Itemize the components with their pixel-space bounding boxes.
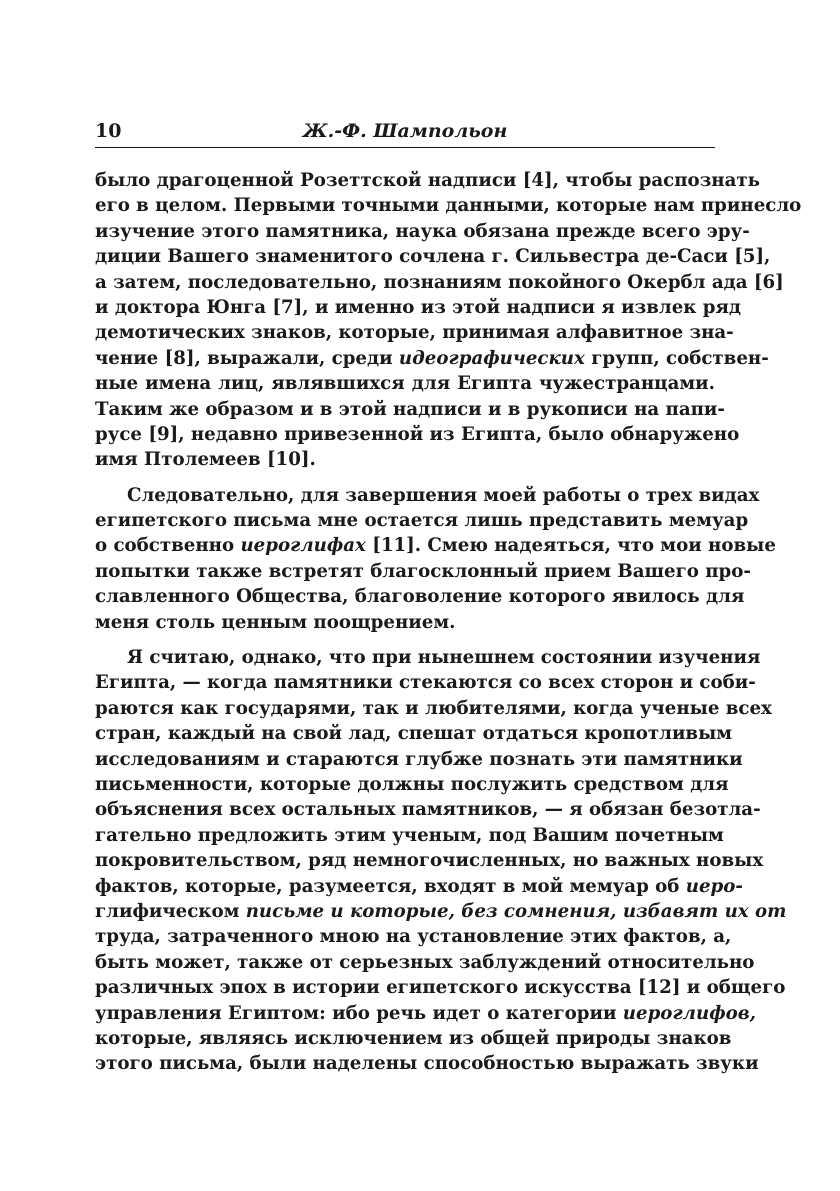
text-line <box>95 447 715 472</box>
line-text: [11]. Смею надеяться, что мои новые <box>365 535 776 557</box>
line-text: раются как государями, так и любителями, когда ученые всех <box>95 697 772 719</box>
line-text: Я считаю, однако, что при нынешнем состоянии изучения <box>127 647 761 669</box>
text-line <box>95 610 715 635</box>
text-line <box>95 1026 732 1051</box>
paragraph <box>95 645 787 1077</box>
line-text: этого письма, были наделены способностью выражать звуки <box>95 1053 759 1075</box>
line-text: стран, каждый на свой лад, спешат отдаться кропотливым <box>95 723 733 745</box>
line-text: управления Египтом: ибо речь идет о категории <box>95 1002 623 1024</box>
line-text: было драгоценной Розеттской надписи [4], чтобы распознать <box>95 170 761 191</box>
line-text: гательно предложить этим ученым, под Вашим почетным <box>95 824 724 846</box>
text-line <box>95 1001 757 1026</box>
italic-term: иероглифах <box>240 535 366 557</box>
text-line <box>95 193 802 218</box>
line-text: имя Птолемеев [10]. <box>95 449 316 471</box>
text-line <box>95 670 756 695</box>
text-line <box>95 483 760 508</box>
line-text: Таким же образом и в этой надписи и в рукописи на папи- <box>95 398 725 420</box>
text-line <box>95 422 740 447</box>
paragraph <box>95 483 776 635</box>
line-text: различных эпох в истории египетского искусства [12] и общего <box>95 977 786 999</box>
line-text: русе [9], недавно привезенной из Египта, было обнаружено <box>95 423 740 445</box>
text-line <box>95 559 751 584</box>
text-line <box>95 270 784 295</box>
text-line <box>95 696 772 721</box>
paragraph-gap <box>95 473 715 483</box>
line-text: групп, собствен- <box>584 347 769 369</box>
text-line <box>95 219 750 244</box>
text-line <box>95 244 771 269</box>
text-line <box>95 924 732 949</box>
line-text: Египта, — когда памятники стекаются со всех сторон и соби- <box>95 672 756 694</box>
line-text: фактов, которые, разумеется, входят в мой мемуар об <box>95 875 686 897</box>
line-text: быть может, также от серьезных заблуждений относительно <box>95 951 755 973</box>
text-line <box>95 645 761 670</box>
text-line <box>95 721 733 746</box>
page-header <box>95 116 715 146</box>
text-line <box>95 295 742 320</box>
line-text: труда, затраченного мною на установление этих фактов, а, <box>95 926 732 948</box>
line-text: чение [8], выражали, среди <box>95 347 399 369</box>
line-text: глифическом <box>95 900 240 922</box>
line-text: меня столь ценным поощрением. <box>95 611 456 633</box>
text-line <box>95 346 769 371</box>
text-line <box>95 320 734 345</box>
line-text: и доктора Юнга [7], и именно из этой надписи я извлек ряд <box>95 296 742 318</box>
line-text: которые, являясь исключением из общей природы знаков <box>95 1027 732 1049</box>
text-line <box>95 533 776 558</box>
text-line <box>95 772 729 797</box>
italic-term: письме и которые, без сомнения, избавят их от <box>239 900 787 922</box>
text-line <box>95 950 755 975</box>
text-line <box>95 584 745 609</box>
text-line <box>95 1051 759 1076</box>
header-rule <box>95 147 715 148</box>
text-line <box>95 397 725 422</box>
italic-term: иероглифов, <box>622 1002 757 1024</box>
italic-term: идеографических <box>398 347 585 369</box>
line-text: изучение этого памятника, наука обязана прежде всего эру- <box>95 220 750 242</box>
running-title: Ж.-Ф. Шампольон <box>302 120 508 142</box>
text-line <box>95 797 761 822</box>
line-text: письменности, которые должны послужить средством для <box>95 773 729 795</box>
page-number: 10 <box>95 120 122 142</box>
line-text: демотических знаков, которые, принимая алфавитное зна- <box>95 322 734 344</box>
line-text: исследованиям и стараются глубже познать эти памятники <box>95 748 743 770</box>
line-text: его в целом. Первыми точными данными, которые нам принесло <box>95 195 802 217</box>
text-line <box>95 747 743 772</box>
line-text: египетского письма мне остается лишь представить мемуар <box>95 510 749 532</box>
text-line <box>95 168 761 193</box>
line-text: покровительством, ряд немногочисленных, но важных новых <box>95 850 764 872</box>
italic-term: иеро- <box>685 875 743 897</box>
line-text: а затем, последовательно, познаниям покойного Окербл ада [6] <box>95 271 784 293</box>
line-text: ные имена лиц, являвшихся для Египта чужестранцами. <box>95 373 715 395</box>
text-line <box>95 823 724 848</box>
text-line <box>95 874 743 899</box>
line-text: Следовательно, для завершения моей работы о трех видах <box>127 484 760 506</box>
text-line <box>95 371 715 396</box>
line-text: диции Вашего знаменитого сочлена г. Сильвестра де-Саси [5], <box>95 246 771 268</box>
text-line <box>95 508 749 533</box>
line-text: объяснения всех остальных памятников, — я обязан безотла- <box>95 799 761 821</box>
body-text <box>95 168 802 1077</box>
line-text: о собственно <box>95 535 241 557</box>
paragraph <box>95 168 802 473</box>
text-line <box>95 899 787 924</box>
line-text: славленного Общества, благоволение которого явилось для <box>95 586 745 608</box>
line-text: попытки также встретят благосклонный прием Вашего про- <box>95 560 751 582</box>
paragraph-gap <box>95 635 715 645</box>
text-line <box>95 975 786 1000</box>
text-line <box>95 848 764 873</box>
